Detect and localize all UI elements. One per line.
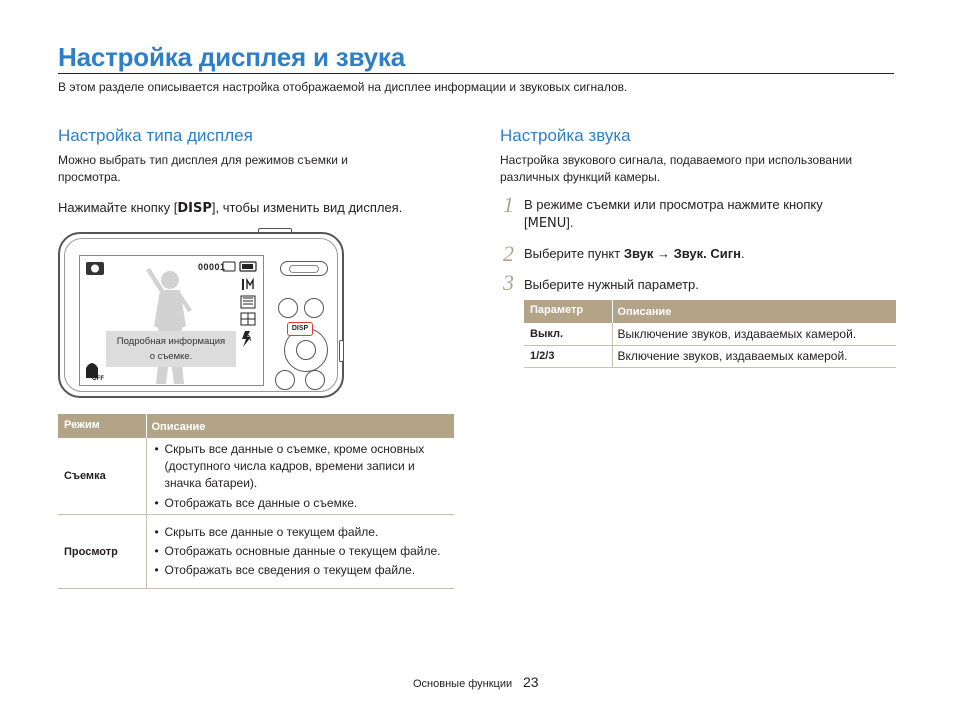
col-header-parameter: Параметр [524,300,612,323]
step-2-text [524,245,745,263]
camera-screen [79,255,264,386]
description-cell [146,515,454,589]
arrow-icon: → [653,246,674,261]
description-cell [146,438,454,515]
list-item: • Скрыть все данные о съемке, кроме основных (доступного числа кадров, времени записи и значка батареи). [150,441,451,492]
step-1-line2: [MENU]. [524,215,574,231]
step-3-text: Выберите нужный параметр. [524,277,699,292]
disp-button-highlight: DISP [287,322,313,336]
callout-line2: о съемке. [149,351,193,362]
menu-item-beep-sound: Звук. Сигн [673,246,742,261]
instruction-after: ], чтобы изменить вид дисплея. [211,200,403,215]
step-1-line1: В режиме съемки или просмотра нажмите кнопку [524,197,823,212]
col-header-mode: Режим [58,414,146,438]
playback-button [304,298,324,318]
info-callout [106,331,236,367]
person-silhouette-icon [80,256,265,387]
list-item: • Скрыть все данные о текущем файле. [150,524,451,541]
list-item: • Отображать основные данные о текущем файле. [150,543,451,560]
flash-mode-indicator: A [246,334,252,343]
sound-section-description [500,152,900,186]
display-desc-line1: Можно выбрать тип дисплея для режимов съемки и [58,153,348,167]
step-number-1: 1 [503,192,514,217]
zoom-rocker [280,261,328,276]
list-item: • Отображать все данные о съемке. [150,495,451,512]
step-2-prefix: Выберите пункт [524,246,624,261]
step-2-suffix: . [741,246,745,261]
page-intro: В этом разделе описывается настройка отображаемой на дисплее информации и звуковых сигналов. [58,80,628,94]
sound-section-title: Настройка звука [500,126,631,145]
step-number-2: 2 [503,241,514,266]
description-cell: Выключение звуков, издаваемых камерой. [612,323,896,345]
col-header-description: Описание [612,300,896,323]
camera-illustration [58,232,344,398]
strap-mount [339,340,344,362]
sound-desc-line2: различных функций камеры. [500,170,661,184]
step-1-text [524,196,884,233]
col-header-description: Описание [146,414,454,438]
frame-counter: 00001 [198,262,226,272]
sound-parameters-table [524,300,896,368]
page-title: Настройка дисплея и звука [58,42,405,72]
table-row [524,323,896,345]
sound-desc-line1: Настройка звукового сигнала, подаваемого при использовании [500,153,853,167]
footer-section-label: Основные функции [413,678,513,690]
description-cell: Включение звуков, издаваемых камерой. [612,345,896,367]
parameter-cell: Выкл. [524,323,612,345]
menu-item-sound: Звук [623,246,654,261]
disp-key-label: DISP [177,201,212,216]
page-number: 23 [523,674,539,690]
step-number-3: 3 [503,270,514,295]
display-section-title: Настройка типа дисплея [58,126,253,145]
table-row [58,515,454,589]
list-item: • Отображать все сведения о текущем файле. [150,562,451,579]
mode-button [278,298,298,318]
title-divider [58,73,894,74]
parameter-cell: 1/2/3 [524,345,612,367]
display-instruction [58,200,402,216]
callout-line1: Подробная информация [116,336,226,347]
instruction-before: Нажимайте кнопку [ [58,200,178,215]
table-row [58,438,454,515]
ok-button [296,340,316,360]
table-row [524,345,896,367]
menu-key-label: MENU [527,216,567,231]
fn-button [305,370,325,390]
display-desc-line2: просмотра. [58,170,121,184]
ois-off-indicator: OFF [92,376,104,382]
mode-cell: Съемка [58,438,146,515]
menu-button [275,370,295,390]
display-section-description [58,152,438,186]
mode-cell: Просмотр [58,515,146,589]
display-modes-table [58,414,454,589]
